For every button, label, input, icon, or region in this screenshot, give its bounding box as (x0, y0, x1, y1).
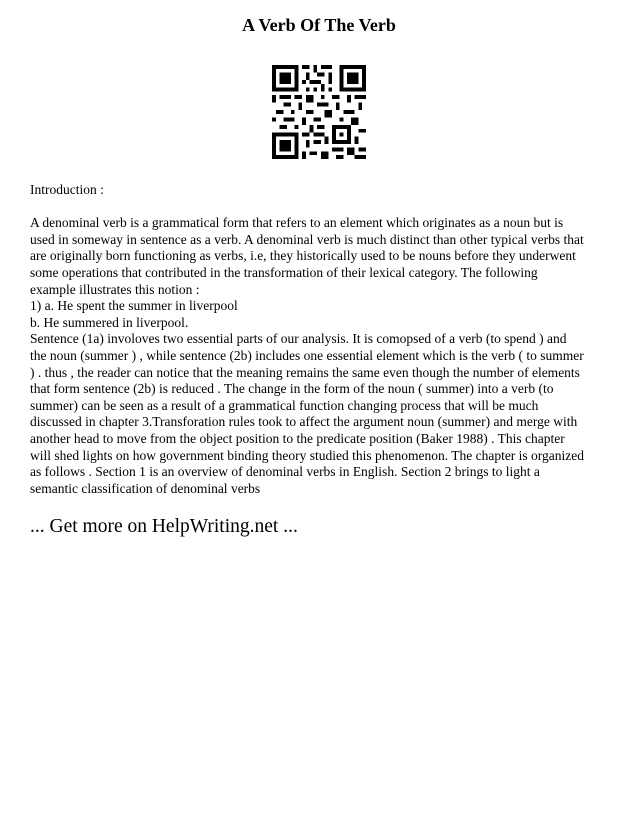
document-body (30, 182, 614, 497)
body-line: Sentence (1a) involoves two essential parts of our analysis. It is comopsed of a verb (to spend ) and (30, 331, 567, 347)
body-line: are originally born functioning as verbs, i.e, they historically used to be nouns before they underwent (30, 248, 576, 264)
body-line: discussed in chapter 3.Transforation rules took to affect the argument noun (summer) and merge with (30, 414, 578, 430)
intro-heading: Introduction : (30, 182, 104, 197)
body-line: that form sentence (2b) is reduced . The change in the form of the noun ( summer) into a verb (to (30, 381, 554, 397)
body-line: A denominal verb is a grammatical form that refers to an element which originates as a noun but is (30, 215, 564, 231)
body-line: example illustrates this notion : (30, 281, 200, 297)
body-line: will shed lights on how government binding theory studied this phenomenon. The chapter is organized (30, 447, 585, 463)
body-line: the noun (summer ) , while sentence (2b) includes one essential element which is the verb ( to summer (30, 347, 584, 363)
body-line: used in someway in sentence as a verb. A denominal verb is much distinct than other typical verbs that (30, 231, 584, 247)
get-more-link[interactable]: ... Get more on HelpWriting.net ... (30, 516, 298, 537)
example-line: b. He summered in liverpool. (30, 314, 189, 330)
qr-code-icon (272, 65, 366, 159)
document-title: A Verb Of The Verb (242, 15, 396, 35)
body-line: semantic classification of denominal verbs (30, 480, 261, 496)
body-line: as follows . Section 1 is an overview of denominal verbs in English. Section 2 brings to light a (30, 464, 540, 480)
example-line: 1) a. He spent the summer in liverpool (30, 298, 238, 314)
body-line: another head to move from the object position to the predicate position (Baker 1988) . This chapter (30, 430, 565, 446)
body-line: summer) can be seen as a result of a grammatical function changing process that will be much (30, 397, 539, 413)
body-line: ) . thus , the reader can notice that the meaning remains the same even though the number of elements (30, 364, 580, 380)
body-line: some operations that contributed in the transformation of their lexical category. The following (30, 264, 538, 280)
